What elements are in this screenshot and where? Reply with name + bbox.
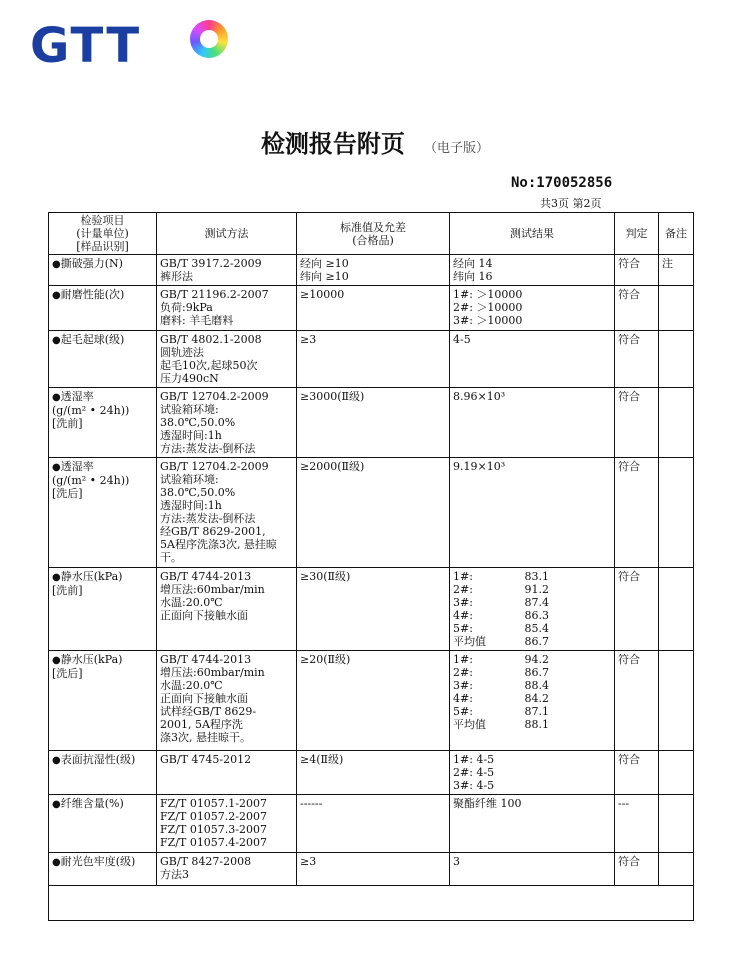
method-cell: GB/T 12704.2-2009 试验箱环境: 38.0℃,50.0% 透湿时间:1h 方法:蒸发法-倒杯法 经GB/T 8629-2001, 5A程序洗涤3次, 悬挂晾 干。: [157, 458, 297, 568]
judgement-cell: 符合: [615, 853, 659, 886]
page-subtitle: （电子版）: [424, 141, 490, 156]
method-cell: GB/T 21196.2-2007 负荷:9kPa 磨料: 羊毛磨料: [157, 286, 297, 331]
result-line: [453, 653, 611, 666]
standard-cell: ≥20(Ⅱ级): [297, 651, 450, 751]
method-cell: GB/T 4802.1-2008 圆轨迹法 起毛10次,起球50次 压力490cN: [157, 331, 297, 388]
item-cell: [49, 331, 157, 388]
bullet-icon: ●: [52, 259, 61, 270]
method-cell: FZ/T 01057.1-2007 FZ/T 01057.2-2007 FZ/T 01057.3-2007 FZ/T 01057.4-2007: [157, 795, 297, 853]
item-cell: [49, 795, 157, 853]
table-body: [49, 255, 694, 921]
standard-cell: ≥4(Ⅱ级): [297, 751, 450, 795]
standard-cell: ≥3000(Ⅱ级): [297, 388, 450, 458]
item-label: 耐磨性能(次): [60, 288, 125, 301]
method-cell: GB/T 4745-2012: [157, 751, 297, 795]
result-label: 4#:: [453, 692, 473, 705]
header-result: 测试结果: [450, 213, 615, 255]
judgement-cell: 符合: [615, 458, 659, 568]
result-label: 5#:: [453, 622, 473, 635]
bullet-icon: ●: [52, 755, 61, 766]
result-cell: [450, 568, 615, 651]
method-cell: GB/T 3917.2-2009 裤形法: [157, 255, 297, 286]
method-cell: GB/T 12704.2-2009 试验箱环境: 38.0℃,50.0% 透湿时间:1h 方法:蒸发法-倒杯法: [157, 388, 297, 458]
standard-cell: ≥10000: [297, 286, 450, 331]
result-value: 86.7: [524, 666, 549, 679]
table-row: [49, 255, 694, 286]
table-row: [49, 751, 694, 795]
table-row: [49, 853, 694, 886]
item-label: 耐光色牢度(级): [60, 855, 136, 868]
result-label: 平均值: [453, 635, 486, 648]
result-cell: 1#: 4-5 2#: 4-5 3#: 4-5: [450, 751, 615, 795]
result-cell: 9.19×10³: [450, 458, 615, 568]
bullet-icon: ●: [52, 335, 61, 346]
table-row-empty: [49, 886, 694, 921]
bullet-icon: ●: [52, 392, 61, 403]
result-line: [453, 609, 611, 622]
table-row: [49, 331, 694, 388]
table-row: [49, 458, 694, 568]
standard-cell: ≥2000(Ⅱ级): [297, 458, 450, 568]
item-label: 纤维含量(%): [60, 797, 124, 810]
remark-cell: [659, 651, 694, 751]
judgement-cell: 符合: [615, 331, 659, 388]
result-line: [453, 622, 611, 635]
judgement-cell: 符合: [615, 388, 659, 458]
judgement-cell: 符合: [615, 568, 659, 651]
header-item: 检验项目 (计量单位) [样品识别]: [49, 213, 157, 255]
result-value: 87.4: [524, 596, 549, 609]
result-value: 88.1: [524, 718, 549, 731]
remark-cell: 注: [659, 255, 694, 286]
result-label: 4#:: [453, 609, 473, 622]
result-label: 1#:: [453, 653, 473, 666]
method-cell: GB/T 8427-2008 方法3: [157, 853, 297, 886]
empty-cell: [49, 886, 694, 921]
table-row: [49, 651, 694, 751]
item-label: 静水压(kPa) [洗后]: [52, 653, 123, 680]
judgement-cell: 符合: [615, 651, 659, 751]
bullet-icon: ●: [52, 572, 61, 583]
bullet-icon: ●: [52, 799, 61, 810]
item-label: 静水压(kPa) [洗前]: [52, 570, 123, 597]
result-line: [453, 718, 611, 731]
result-value: 87.1: [524, 705, 549, 718]
item-label: 撕破强力(N): [60, 257, 123, 270]
result-line: [453, 596, 611, 609]
table-row: [49, 286, 694, 331]
gtt-logo: [30, 14, 230, 78]
result-value: 91.2: [524, 583, 549, 596]
remark-cell: [659, 853, 694, 886]
item-cell: [49, 751, 157, 795]
result-line: [453, 679, 611, 692]
header-method: 测试方法: [157, 213, 297, 255]
item-label: 起毛起球(级): [60, 333, 125, 346]
result-label: 3#:: [453, 679, 473, 692]
judgement-cell: 符合: [615, 255, 659, 286]
item-cell: [49, 458, 157, 568]
remark-cell: [659, 568, 694, 651]
item-label: 透湿率 (g/(m² • 24h)) [洗后]: [52, 460, 130, 500]
header-judgement: 判定: [615, 213, 659, 255]
result-label: 3#:: [453, 596, 473, 609]
result-label: 2#:: [453, 583, 473, 596]
result-value: 88.4: [524, 679, 549, 692]
remark-cell: [659, 331, 694, 388]
result-value: 83.1: [524, 570, 549, 583]
result-value: 86.3: [524, 609, 549, 622]
item-label: 表面抗湿性(级): [60, 753, 136, 766]
remark-cell: [659, 286, 694, 331]
result-label: 平均值: [453, 718, 486, 731]
standard-cell: ≥30(Ⅱ级): [297, 568, 450, 651]
header-standard: 标准值及允差 (合格品): [297, 213, 450, 255]
item-cell: [49, 286, 157, 331]
item-cell: [49, 853, 157, 886]
result-label: 1#:: [453, 570, 473, 583]
judgement-cell: 符合: [615, 286, 659, 331]
result-cell: 3: [450, 853, 615, 886]
table-row: [49, 388, 694, 458]
remark-cell: [659, 458, 694, 568]
logo-ring-icon: [190, 20, 228, 58]
standard-cell: ------: [297, 795, 450, 853]
result-cell: 4-5: [450, 331, 615, 388]
result-cell: 8.96×10³: [450, 388, 615, 458]
bullet-icon: ●: [52, 462, 61, 473]
table-row: [49, 795, 694, 853]
method-cell: GB/T 4744-2013 增压法:60mbar/min 水温:20.0℃ 正面向下接触水面 试样经GB/T 8629- 2001, 5A程序洗 涤3次, 悬挂晾干。: [157, 651, 297, 751]
table-header-row: [49, 213, 694, 255]
judgement-cell: ---: [615, 795, 659, 853]
standard-cell: ≥3: [297, 853, 450, 886]
result-line: [453, 583, 611, 596]
result-cell: 聚酯纤维 100: [450, 795, 615, 853]
logo-text: GTT: [30, 18, 142, 74]
page-info: 共3页 第2页: [540, 197, 602, 210]
result-line: [453, 635, 611, 648]
header-remark: 备注: [659, 213, 694, 255]
test-results-table: [48, 212, 694, 921]
judgement-cell: 符合: [615, 751, 659, 795]
table-row: [49, 568, 694, 651]
result-line: [453, 570, 611, 583]
bullet-icon: ●: [52, 857, 61, 868]
result-cell: [450, 651, 615, 751]
result-value: 85.4: [524, 622, 549, 635]
standard-cell: ≥3: [297, 331, 450, 388]
bullet-icon: ●: [52, 655, 61, 666]
bullet-icon: ●: [52, 290, 61, 301]
standard-cell: 经向 ≥10 纬向 ≥10: [297, 255, 450, 286]
result-value: 84.2: [524, 692, 549, 705]
result-line: [453, 666, 611, 679]
report-number: No:170052856: [511, 175, 613, 191]
result-value: 86.7: [524, 635, 549, 648]
result-cell: 经向 14 纬向 16: [450, 255, 615, 286]
report-title: [0, 124, 750, 159]
item-cell: [49, 388, 157, 458]
result-line: [453, 692, 611, 705]
remark-cell: [659, 388, 694, 458]
item-cell: [49, 651, 157, 751]
result-value: 94.2: [524, 653, 549, 666]
item-label: 透湿率 (g/(m² • 24h)) [洗前]: [52, 390, 130, 430]
result-label: 5#:: [453, 705, 473, 718]
method-cell: GB/T 4744-2013 增压法:60mbar/min 水温:20.0℃ 正面向下接触水面: [157, 568, 297, 651]
page-title: 检测报告附页: [260, 130, 405, 158]
item-cell: [49, 255, 157, 286]
result-cell: 1#: ＞10000 2#: ＞10000 3#: ＞10000: [450, 286, 615, 331]
result-label: 2#:: [453, 666, 473, 679]
remark-cell: [659, 751, 694, 795]
result-line: [453, 705, 611, 718]
remark-cell: [659, 795, 694, 853]
item-cell: [49, 568, 157, 651]
